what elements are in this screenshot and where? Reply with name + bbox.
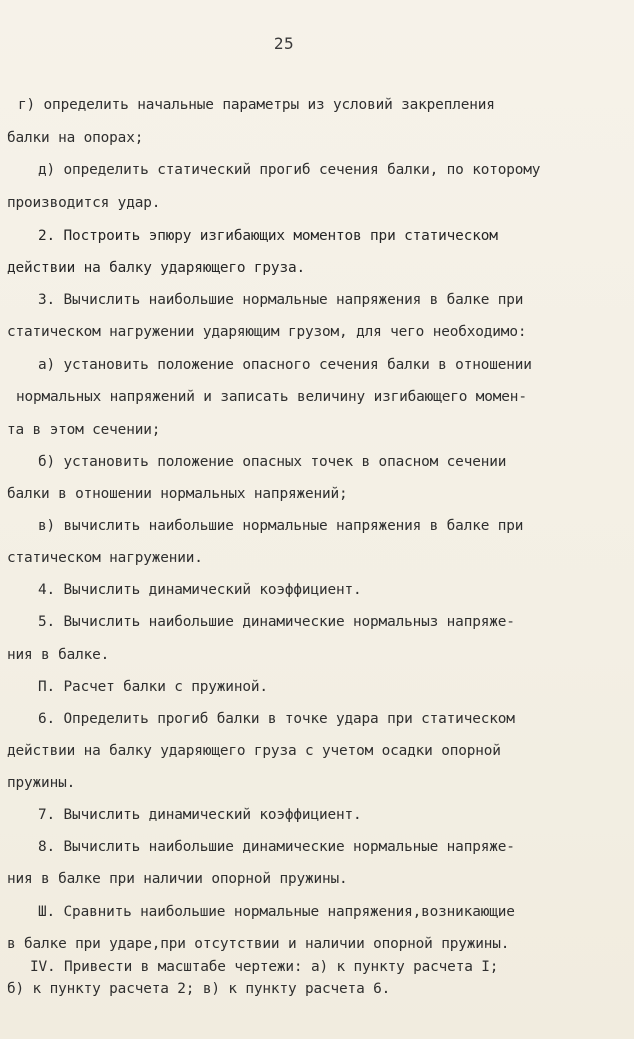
text-line: действии на балку ударяющего груза.: [7, 260, 305, 276]
text-line: та в этом сечении;: [7, 422, 161, 438]
text-line: балки на опорах;: [7, 130, 144, 146]
text-line: нормальных напряжений и записать величину изгибающего момен-: [16, 389, 527, 405]
text-line: IV. Привести в масштабе чертежи: а) к пункту расчета I;: [30, 959, 499, 975]
text-line: ния в балке при наличии опорной пружины.: [7, 871, 348, 887]
text-line: статическом нагружении.: [7, 550, 203, 566]
text-line: 4. Вычислить динамический коэффициент.: [38, 582, 362, 598]
text-line: 7. Вычислить динамический коэффициент.: [38, 807, 362, 823]
text-line: 5. Вычислить наибольшие динамические нормальныз напряже-: [38, 614, 515, 630]
text-line: а) установить положение опасного сечения балки в отношении: [38, 357, 532, 373]
text-line: 8. Вычислить наибольшие динамические нормальные напряже-: [38, 839, 515, 855]
text-line: д) определить статический прогиб сечения балки, по которому: [38, 162, 541, 178]
text-line: г) определить начальные параметры из условий закрепления: [18, 97, 495, 113]
text-line: Ш. Сравнить наибольшие нормальные напряжения,возникающие: [38, 904, 515, 920]
text-line: производится удар.: [7, 195, 161, 211]
text-line: 2. Построить эпюру изгибающих моментов при статическом: [38, 228, 498, 244]
text-line: в) вычислить наибольшие нормальные напряжения в балке при: [38, 518, 524, 534]
text-line: б) установить положение опасных точек в опасном сечении: [38, 454, 507, 470]
text-line: в балке при ударе,при отсутствии и наличии опорной пружины.: [7, 936, 510, 952]
text-line: пружины.: [7, 775, 76, 791]
text-line: действии на балку ударяющего груза с учетом осадки опорной: [7, 743, 501, 759]
text-line: статическом нагружении ударяющим грузом, для чего необходимо:: [7, 324, 527, 340]
text-line: П. Расчет балки с пружиной.: [38, 679, 268, 695]
text-line: 3. Вычислить наибольшие нормальные напряжения в балке при: [38, 292, 524, 308]
text-line: 6. Определить прогиб балки в точке удара при статическом: [38, 711, 515, 727]
text-line: ния в балке.: [7, 647, 110, 663]
page-number: 25: [273, 34, 295, 53]
text-line: балки в отношении нормальных напряжений;: [7, 486, 348, 502]
text-line: б) к пункту расчета 2; в) к пункту расчета 6.: [7, 981, 391, 997]
